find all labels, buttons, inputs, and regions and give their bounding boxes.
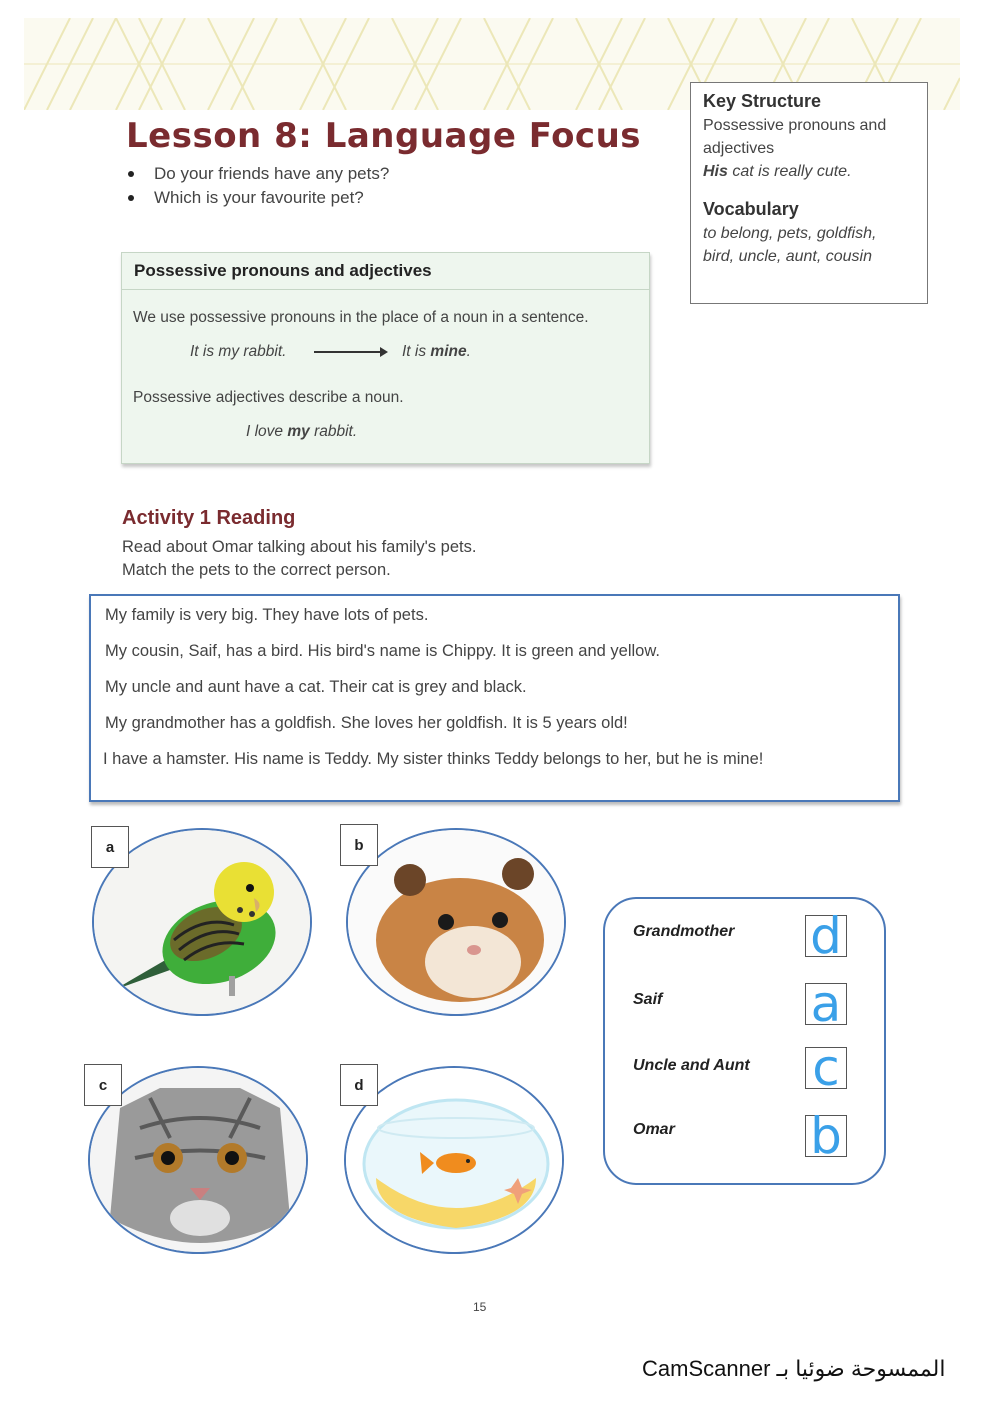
answer-box[interactable]: c	[805, 1047, 847, 1089]
picture-label: d	[340, 1064, 378, 1106]
picture-b-frame	[346, 828, 566, 1016]
lesson-questions	[128, 162, 389, 210]
divider	[122, 289, 649, 290]
scanner-footer: CamScanner الممسوحة ضوئيا بـ	[642, 1356, 946, 1381]
reading-line: My family is very big. They have lots of pets.	[105, 606, 429, 624]
key-structure-box	[690, 82, 928, 304]
vocabulary-heading: Vocabulary	[703, 199, 799, 219]
picture-label: a	[91, 826, 129, 868]
picture-label: b	[340, 824, 378, 866]
picture-label: c	[84, 1064, 122, 1106]
activity-title: Activity 1 Reading	[122, 507, 296, 529]
example-sentence: It is my rabbit.	[190, 343, 287, 360]
grammar-rule-adjectives: Possessive adjectives describe a noun.	[133, 389, 404, 406]
key-structure-text: Possessive pronouns and adjectives His cat is really cute.	[703, 117, 887, 180]
arrow-right-icon	[314, 351, 386, 353]
example-sentence: It is mine.	[402, 343, 471, 360]
person-name: Saif	[633, 991, 663, 1008]
question-item: Which is your favourite pet?	[128, 186, 389, 210]
example-sentence: I love my rabbit.	[246, 423, 358, 440]
bullet-icon	[128, 195, 134, 201]
reading-line: My cousin, Saif, has a bird. His bird's name is Chippy. It is green and yellow.	[105, 642, 660, 660]
reading-line: My grandmother has a goldfish. She loves her goldfish. It is 5 years old!	[105, 714, 628, 732]
answer-box[interactable]: b	[805, 1115, 847, 1157]
vocabulary-list: to belong, pets, goldfish, bird, uncle, aunt, cousin	[703, 225, 877, 265]
answer-box[interactable]: a	[805, 983, 847, 1025]
reading-text-box	[89, 594, 900, 802]
grammar-rule-pronouns: We use possessive pronouns in the place of a noun in a sentence.	[133, 309, 589, 326]
key-structure-heading: Key Structure	[703, 91, 822, 111]
answer-box[interactable]: d	[805, 915, 847, 957]
reading-line: I have a hamster. His name is Teddy. My sister thinks Teddy belongs to her, but he is mine!	[103, 750, 764, 768]
activity-instructions: Read about Omar talking about his family's pets. Match the pets to the correct person.	[122, 538, 477, 579]
bullet-icon	[128, 171, 134, 177]
page-number: 15	[473, 1300, 487, 1314]
grammar-box	[121, 252, 650, 464]
cat-image	[90, 1068, 308, 1254]
person-name: Uncle and Aunt	[633, 1057, 750, 1074]
goldfish-image	[346, 1068, 564, 1254]
grammar-heading: Possessive pronouns and adjectives	[134, 261, 432, 280]
lesson-title: Lesson 8: Language Focus	[126, 116, 642, 156]
person-name: Omar	[633, 1121, 675, 1138]
matching-box	[603, 897, 886, 1185]
question-item: Do your friends have any pets?	[128, 162, 389, 186]
reading-line: My uncle and aunt have a cat. Their cat is grey and black.	[105, 678, 527, 696]
person-name: Grandmother	[633, 923, 735, 940]
hamster-image	[348, 830, 566, 1016]
